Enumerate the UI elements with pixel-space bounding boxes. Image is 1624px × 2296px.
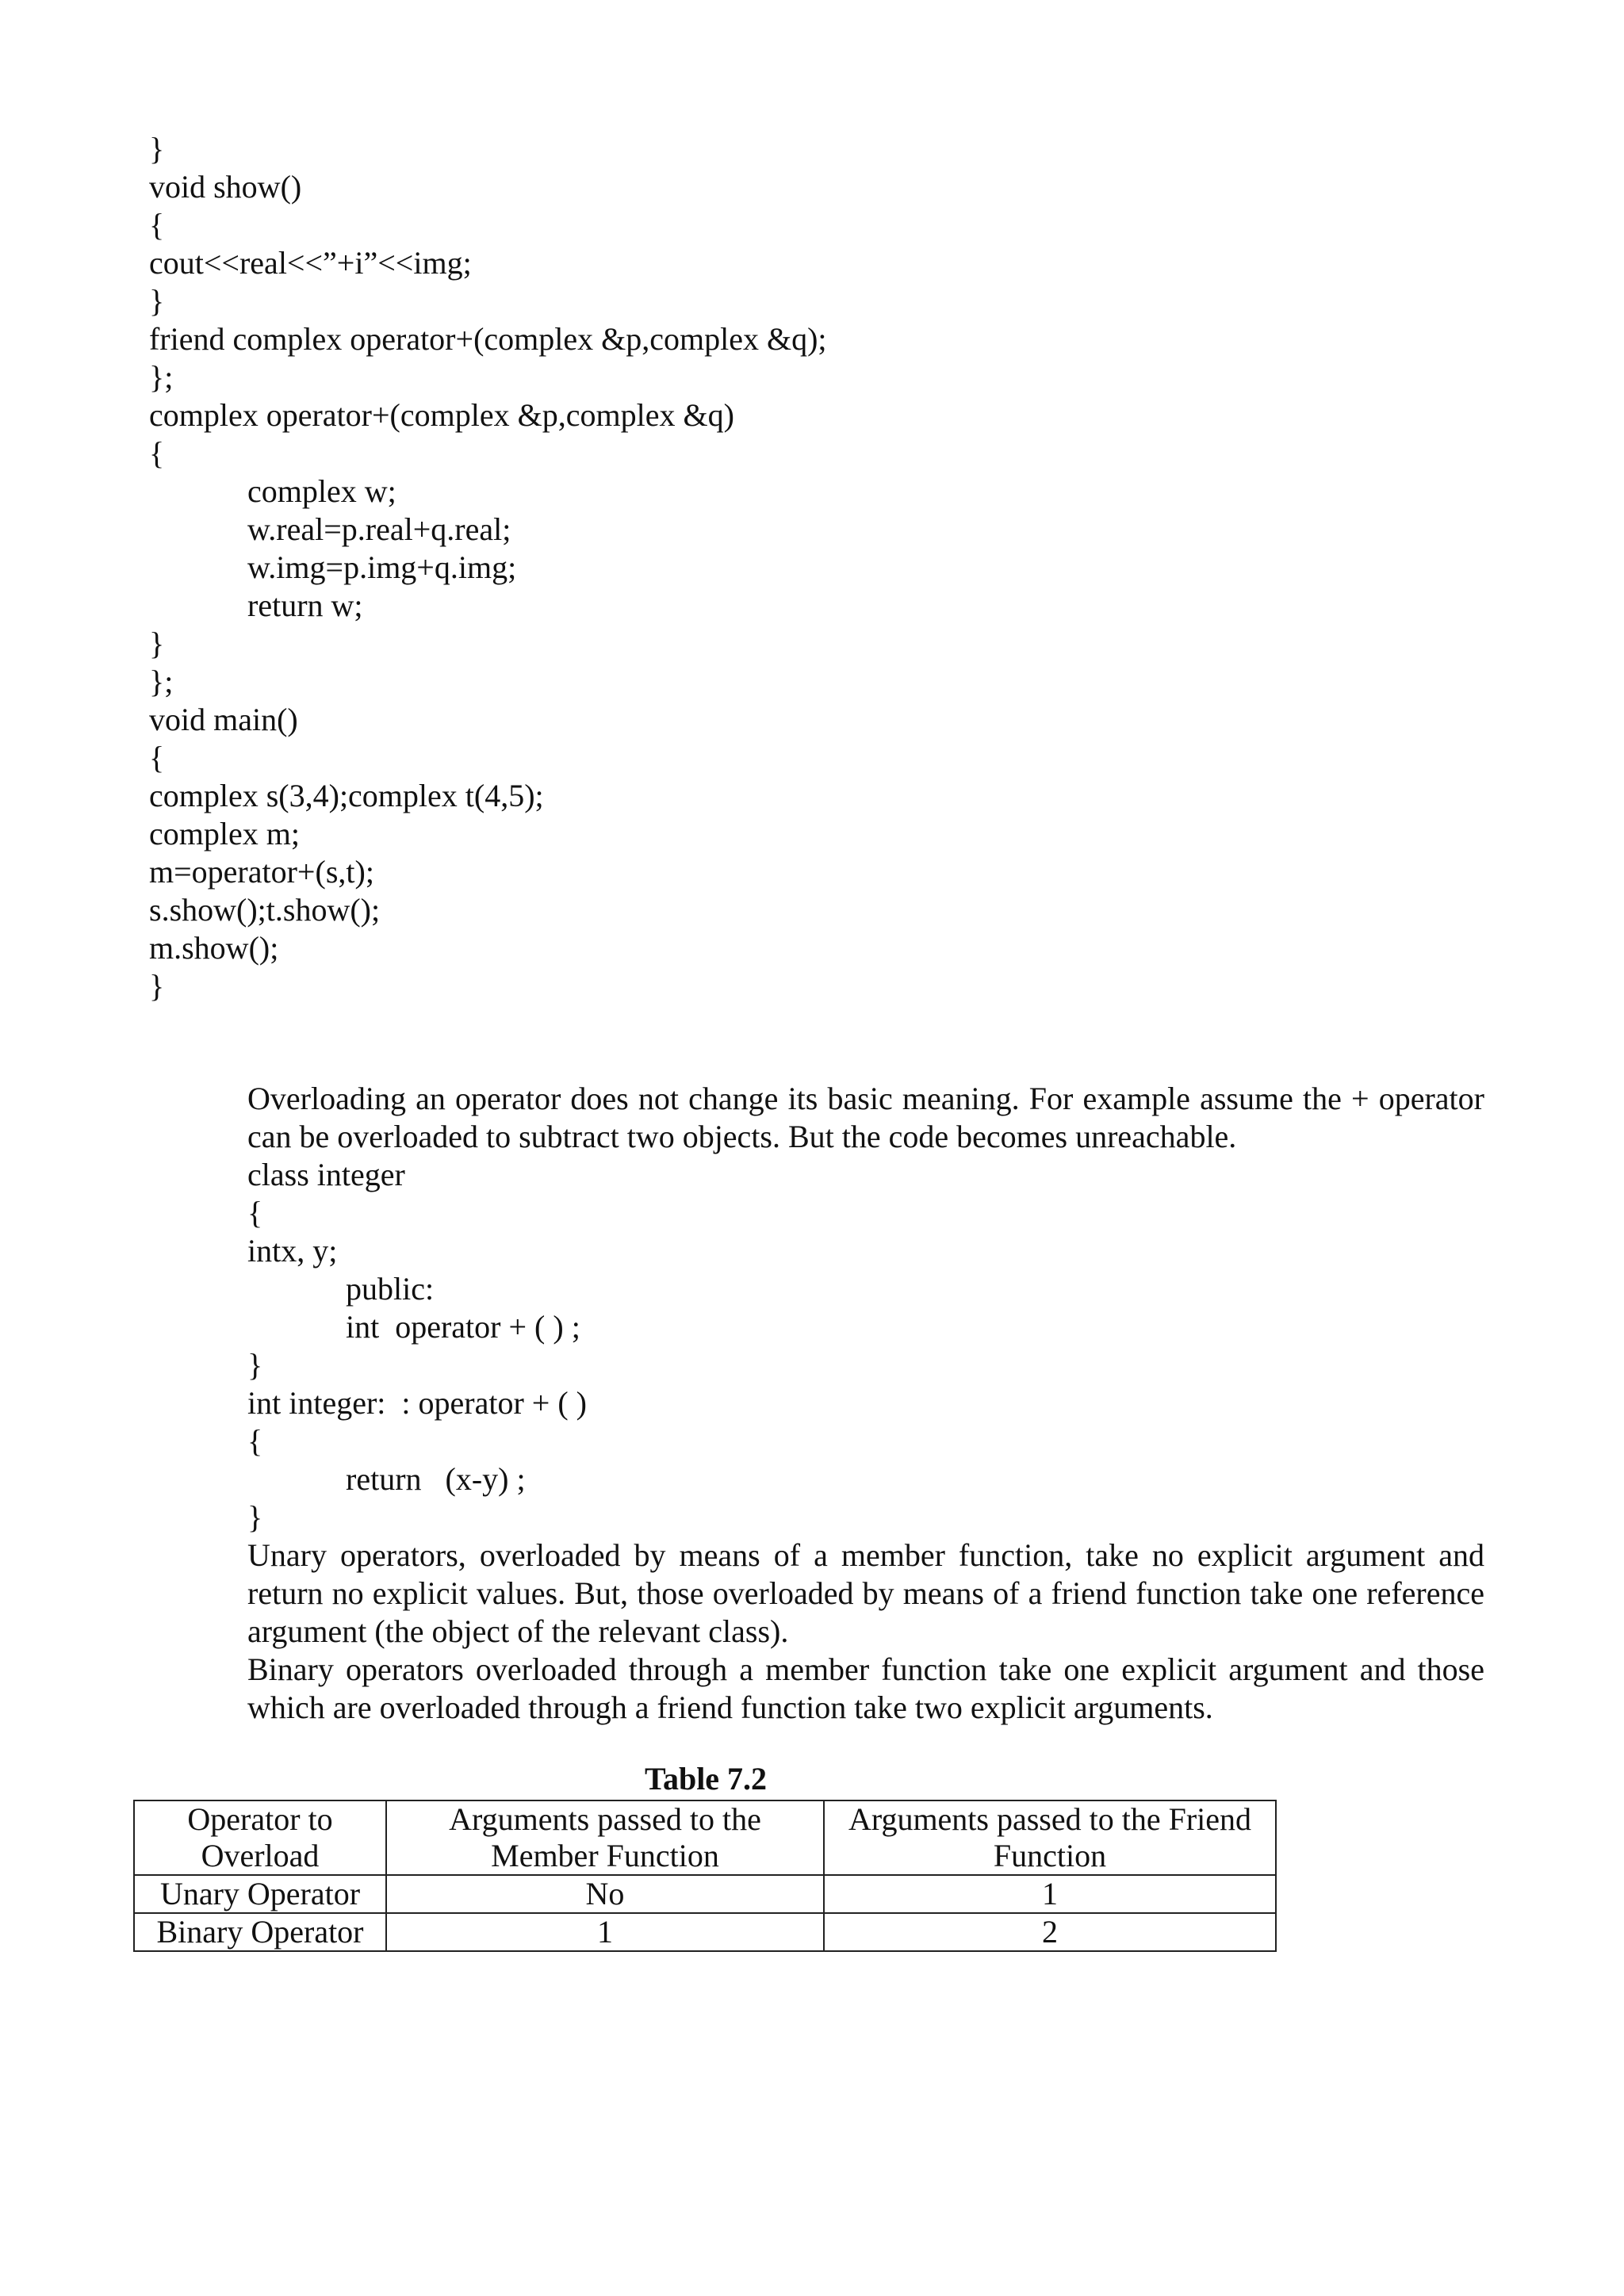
- code-line: }: [247, 1347, 263, 1383]
- table-cell: Unary Operator: [134, 1875, 386, 1913]
- paragraph-unary-operators: Unary operators, overloaded by means of a member function, take no explicit argument and return no explicit values. But, those overloaded by means of a friend function take one reference argument (the object of the relevant class).: [247, 1537, 1484, 1649]
- header-operator: Operator to Overload: [134, 1800, 386, 1875]
- code-line: w.real=p.real+q.real;: [247, 511, 511, 547]
- code-line: void show(): [149, 169, 302, 205]
- table-cell: Binary Operator: [134, 1913, 386, 1951]
- table-caption: Table 7.2: [644, 1761, 768, 1797]
- code-line: };: [149, 664, 174, 699]
- code-line: class integer: [247, 1157, 405, 1192]
- code-line: {: [149, 740, 165, 775]
- code-line: void main(): [149, 702, 298, 737]
- code-line: int integer: : operator + ( ): [247, 1385, 587, 1421]
- table-row: [134, 1913, 1276, 1951]
- paragraph-binary-operators: Binary operators overloaded through a member function take one explicit argument and those which are overloaded through a friend function take two explicit arguments.: [247, 1651, 1484, 1725]
- code-line: w.img=p.img+q.img;: [247, 549, 517, 585]
- code-line: }: [247, 1499, 263, 1535]
- code-line: int operator + ( ) ;: [346, 1309, 580, 1345]
- code-line: return w;: [247, 587, 363, 623]
- code-line: {: [247, 1195, 263, 1230]
- header-member-function: Arguments passed to the Member Function: [386, 1800, 824, 1875]
- table-cell: 1: [824, 1875, 1276, 1913]
- code-line: }: [149, 968, 165, 1004]
- code-line: complex s(3,4);complex t(4,5);: [149, 778, 544, 813]
- code-line: public:: [346, 1271, 435, 1307]
- code-line: cout<<real<<”+i”<<img;: [149, 245, 472, 281]
- code-line: s.show();t.show();: [149, 892, 381, 928]
- operator-arguments-table: [133, 1800, 1277, 1952]
- table-cell: No: [386, 1875, 824, 1913]
- code-line: {: [149, 207, 165, 243]
- code-line: complex w;: [247, 473, 396, 509]
- paragraph-operator-meaning: Overloading an operator does not change its basic meaning. For example assume the + operator can be overloaded to subtract two objects. But the code becomes unreachable.: [247, 1081, 1484, 1154]
- code-line: };: [149, 359, 174, 395]
- code-line: }: [149, 131, 165, 166]
- code-line: friend complex operator+(complex &p,complex &q);: [149, 321, 827, 357]
- code-line: m=operator+(s,t);: [149, 854, 374, 890]
- table-cell: 2: [824, 1913, 1276, 1951]
- table-cell: 1: [386, 1913, 824, 1951]
- code-line: {: [247, 1423, 263, 1459]
- code-line: {: [149, 435, 165, 471]
- code-line: return (x-y) ;: [346, 1461, 526, 1497]
- code-line: complex operator+(complex &p,complex &q): [149, 397, 734, 433]
- table-row: [134, 1875, 1276, 1913]
- code-line: }: [149, 283, 165, 319]
- code-line: intx, y;: [247, 1233, 338, 1269]
- code-line: m.show();: [149, 930, 279, 966]
- table-header-row: [134, 1800, 1276, 1875]
- code-line: }: [149, 626, 165, 661]
- code-line: complex m;: [149, 816, 300, 851]
- header-friend-function: Arguments passed to the Friend Function: [824, 1800, 1276, 1875]
